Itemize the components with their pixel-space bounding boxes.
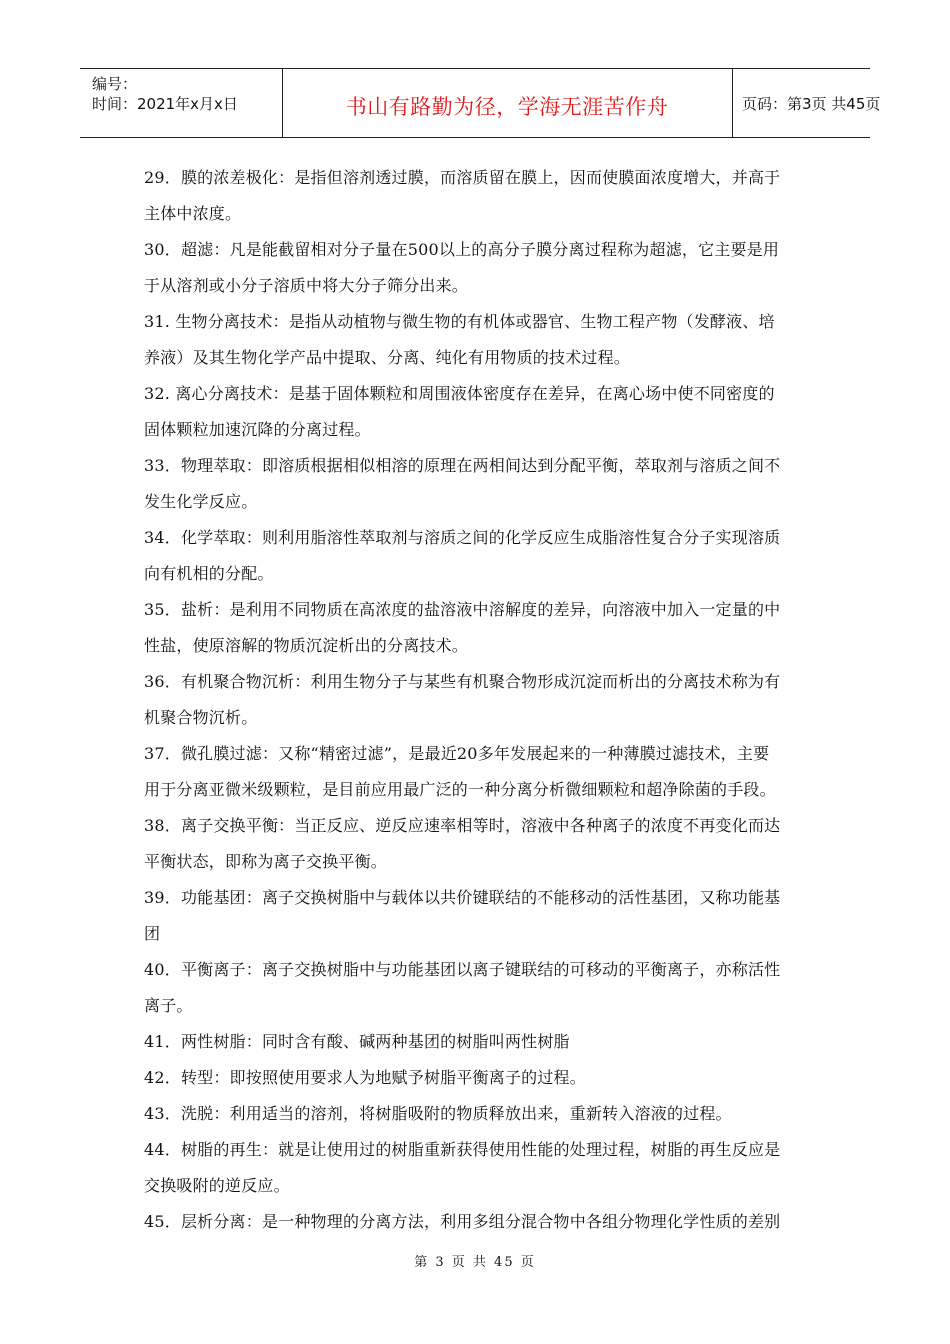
motto-text: 书山有路勤为径，学海无涯苦作舟 [345,95,669,119]
text-line: 性盐，使原溶解的物质沉淀析出的分离技术。 [144,636,469,655]
text-line: 41．两性树脂：同时含有酸、碱两种基团的树脂叫两性树脂 [144,1032,570,1051]
header-meta-cell [80,69,283,137]
text-line: 29．膜的浓差极化：是指但溶剂透过膜，而溶质留在膜上，因而使膜面浓度增大，并高于 [144,168,781,187]
text-line: 45．层析分离：是一种物理的分离方法，利用多组分混合物中各组分物理化学性质的差别 [144,1212,781,1231]
text-line: 43．洗脱：利用适当的溶剂，将树脂吸附的物质释放出来，重新转入溶液的过程。 [144,1104,732,1123]
header-motto-cell [282,69,733,137]
text-line: 32. 离心分离技术：是基于固体颗粒和周围液体密度存在差异，在离心场中使不同密度的 [144,384,775,403]
text-line: 33．物理萃取：即溶质根据相似相溶的原理在两相间达到分配平衡，萃取剂与溶质之间不 [144,456,781,475]
text-line: 平衡状态，即称为离子交换平衡。 [144,852,388,871]
text-line: 养液）及其生物化学产品中提取、分离、纯化有用物质的技术过程。 [144,348,631,367]
text-line: 37．微孔膜过滤：又称“精密过滤”，是最近20多年发展起来的一种薄膜过滤技术，主要 [144,744,770,763]
date-label: 时间：2021年x月x日 [92,95,238,113]
text-line: 发生化学反应。 [144,492,258,511]
text-line: 40．平衡离子：离子交换树脂中与功能基团以离子键联结的可移动的平衡离子，亦称活性 [144,960,781,979]
document-number-label: 编号： [92,75,138,93]
page-info: 页码：第3页 共45页 [742,95,881,113]
text-line: 机聚合物沉析。 [144,708,258,727]
document-body [144,160,810,1240]
header-page-cell [732,69,881,137]
text-line: 44．树脂的再生：就是让使用过的树脂重新获得使用性能的处理过程，树脂的再生反应是 [144,1140,781,1159]
page-footer: 第 3 页 共 45 页 [414,1255,536,1270]
text-line: 向有机相的分配。 [144,564,274,583]
text-line: 35．盐析：是利用不同物质在高浓度的盐溶液中溶解度的差异，向溶液中加入一定量的中 [144,600,781,619]
text-line: 34．化学萃取：则利用脂溶性萃取剂与溶质之间的化学反应生成脂溶性复合分子实现溶质 [144,528,781,547]
text-line: 离子。 [144,996,193,1015]
text-line: 38．离子交换平衡：当正反应、逆反应速率相等时，溶液中各种离子的浓度不再变化而达 [144,816,781,835]
text-line: 30．超滤：凡是能截留相对分子量在500以上的高分子膜分离过程称为超滤，它主要是用 [144,240,780,259]
text-line: 用于分离亚微米级颗粒，是目前应用最广泛的一种分离分析微细颗粒和超净除菌的手段。 [144,780,776,799]
text-line: 交换吸附的逆反应。 [144,1176,290,1195]
text-line: 42．转型：即按照使用要求人为地赋予树脂平衡离子的过程。 [144,1068,586,1087]
text-line: 31. 生物分离技术：是指从动植物与微生物的有机体或器官、生物工程产物（发酵液、培 [144,312,775,331]
text-line: 36．有机聚合物沉析：利用生物分子与某些有机聚合物形成沉淀而析出的分离技术称为有 [144,672,781,691]
text-line: 团 [144,924,161,943]
text-line: 39．功能基团：离子交换树脂中与载体以共价键联结的不能移动的活性基团，又称功能基 [144,888,781,907]
page-header [80,68,881,138]
text-line: 于从溶剂或小分子溶质中将大分子筛分出来。 [144,276,469,295]
text-line: 主体中浓度。 [144,204,242,223]
text-line: 固体颗粒加速沉降的分离过程。 [144,420,371,439]
